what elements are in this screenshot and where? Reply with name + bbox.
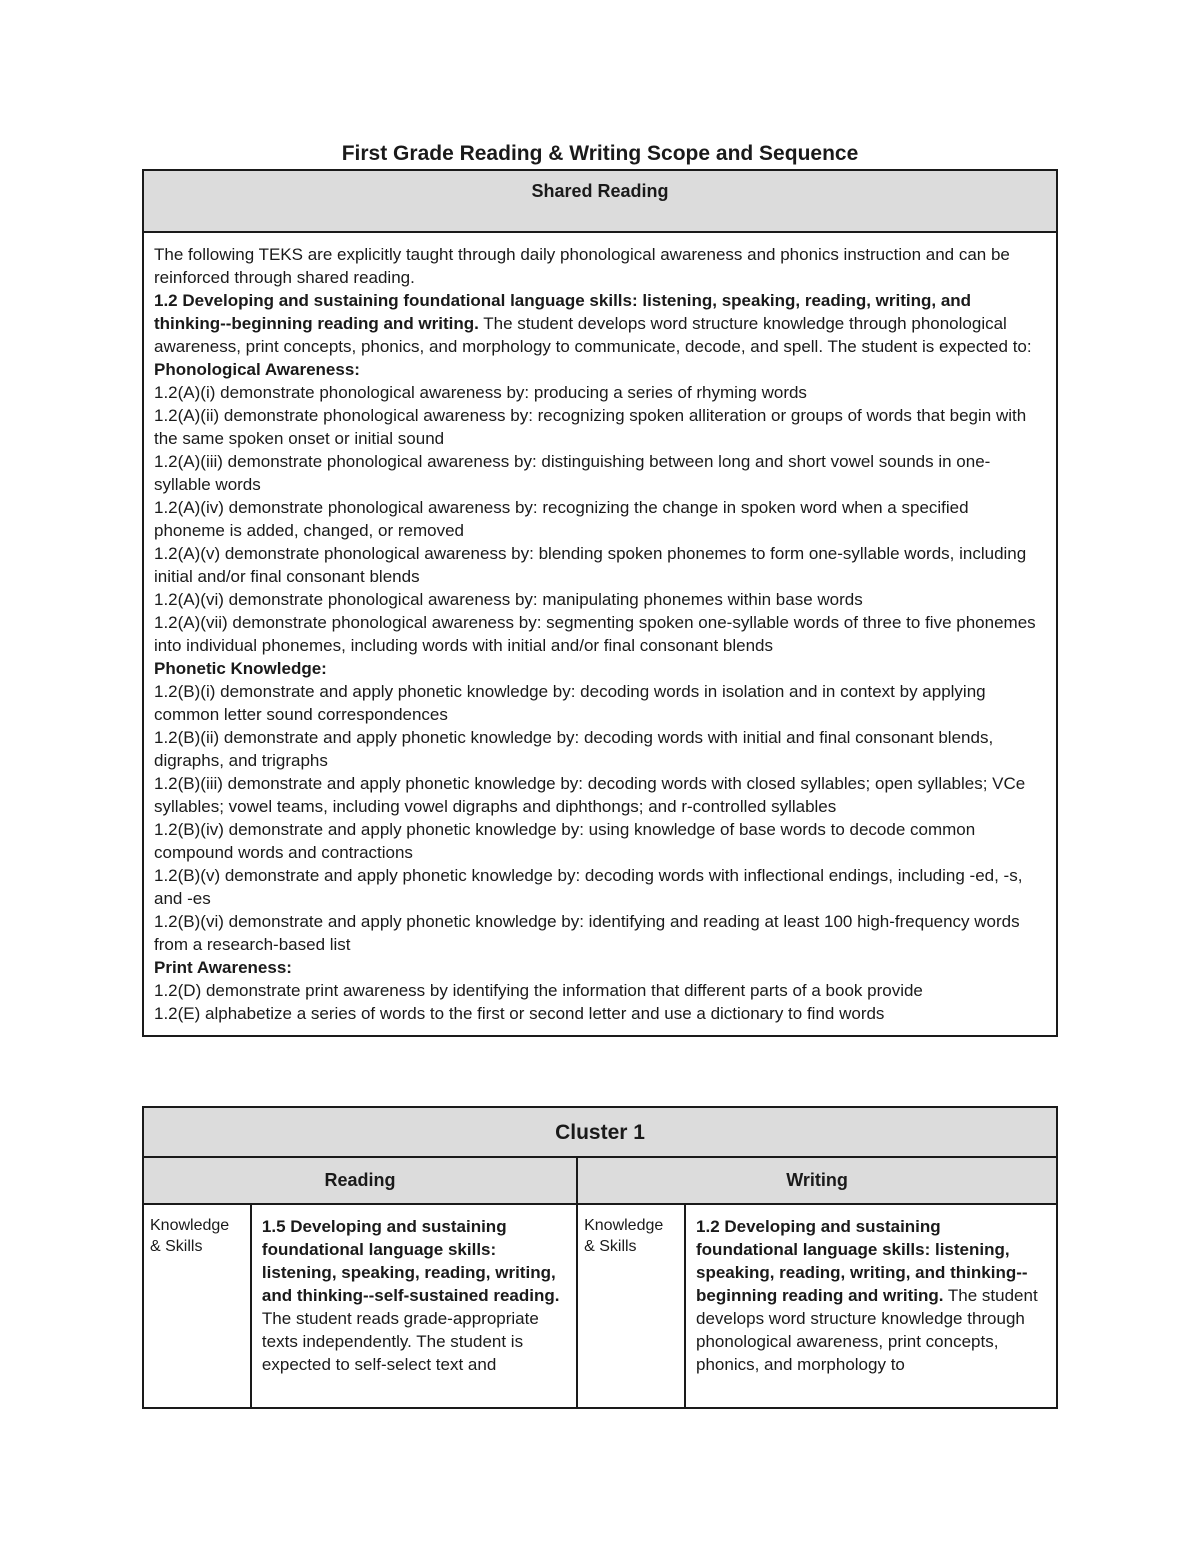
cluster-table [142, 1106, 1058, 1409]
pa-item: 1.2(A)(ii) demonstrate phonological awareness by: recognizing spoken alliteration or groups of words that begin with the same spoken onset or initial sound [154, 406, 1027, 448]
phonological-awareness-heading: Phonological Awareness: [154, 360, 360, 379]
print-awareness-heading: Print Awareness: [154, 958, 292, 977]
writing-standard [685, 1204, 1057, 1408]
pa-item: 1.2(A)(v) demonstrate phonological awareness by: blending spoken phonemes to form one-syllable words, including initial and/or final consonant blends [154, 544, 1027, 586]
pk-item: 1.2(B)(v) demonstrate and apply phonetic knowledge by: decoding words with inflectional endings, including -ed, -s, and -es [154, 866, 1023, 908]
writing-standard-text: The student develops word structure knowledge through phonological awareness, print concepts, phonics, and morphology to [696, 1286, 1038, 1374]
pa-item: 1.2(A)(i) demonstrate phonological awareness by: producing a series of rhyming words [154, 383, 807, 402]
reading-standard-title: 1.5 Developing and sustaining foundational language skills: listening, speaking, reading, writing, and thinking--self-sustained reading. [261, 1217, 560, 1305]
pk-item: 1.2(B)(i) demonstrate and apply phonetic knowledge by: decoding words in isolation and in context by applying common letter sound correspondences [154, 682, 986, 724]
page-title: First Grade Reading & Writing Scope and Sequence [341, 142, 859, 165]
shared-reading-body [143, 232, 1057, 1036]
pk-item: 1.2(B)(iii) demonstrate and apply phonetic knowledge by: decoding words with closed syllables; open syllables; VCe syllables; vowel teams, including vowel digraphs and diphthongs; and r-controlled syllables [154, 774, 1026, 816]
pk-item: 1.2(B)(ii) demonstrate and apply phonetic knowledge by: decoding words with initial and final consonant blends, digraphs, and trigraphs [154, 728, 994, 770]
print-item: 1.2(D) demonstrate print awareness by identifying the information that different parts of a book provide [154, 981, 923, 1000]
reading-knowledge-skills-label: Knowledge & Skills [143, 1204, 251, 1408]
pa-item: 1.2(A)(iii) demonstrate phonological awareness by: distinguishing between long and short vowel sounds in one-syllable words [154, 452, 991, 494]
pk-item: 1.2(B)(iv) demonstrate and apply phonetic knowledge by: using knowledge of base words to decode common compound words and contractions [154, 820, 976, 862]
phonetic-knowledge-heading: Phonetic Knowledge: [154, 659, 327, 678]
print-item: 1.2(E) alphabetize a series of words to the first or second letter and use a dictionary to find words [154, 1004, 885, 1023]
pa-item: 1.2(A)(vi) demonstrate phonological awareness by: manipulating phonemes within base words [154, 590, 863, 609]
writing-standard-title: 1.2 Developing and sustaining foundational language skills: listening, speaking, reading, writing, and thinking--beginning reading and writing. [696, 1217, 1028, 1305]
reading-header: Reading [143, 1157, 577, 1204]
reading-standard-text: The student reads grade-appropriate texts independently. The student is expected to self-select text and [261, 1309, 539, 1374]
pa-item: 1.2(A)(iv) demonstrate phonological awareness by: recognizing the change in spoken word when a specified phoneme is added, changed, or removed [154, 498, 969, 540]
standard-title: 1.2 Developing and sustaining foundational language skills: listening, speaking, reading, writing, and thinking--beginning reading and writing. [154, 291, 972, 333]
writing-knowledge-skills-label: Knowledge & Skills [577, 1204, 685, 1408]
shared-reading-header: Shared Reading [143, 170, 1057, 232]
standard-text: The student develops word structure knowledge through phonological awareness, print concepts, phonics, and morphology to communicate, decode, and spell. The student is expected to: [154, 314, 1032, 356]
pa-item: 1.2(A)(vii) demonstrate phonological awareness by: segmenting spoken one-syllable words of three to five phonemes into individual phonemes, including words with initial and/or final consonant blends [154, 613, 1036, 655]
pk-item: 1.2(B)(vi) demonstrate and apply phonetic knowledge by: identifying and reading at least 100 high-frequency words from a research-based list [154, 912, 1020, 954]
intro-text: The following TEKS are explicitly taught through daily phonological awareness and phonics instruction and can be reinforced through shared reading. [154, 245, 1010, 287]
writing-header: Writing [577, 1157, 1057, 1204]
cluster-header: Cluster 1 [143, 1107, 1057, 1157]
shared-reading-table [142, 169, 1058, 1037]
standard-paragraph [154, 289, 1042, 358]
reading-standard [251, 1204, 577, 1408]
